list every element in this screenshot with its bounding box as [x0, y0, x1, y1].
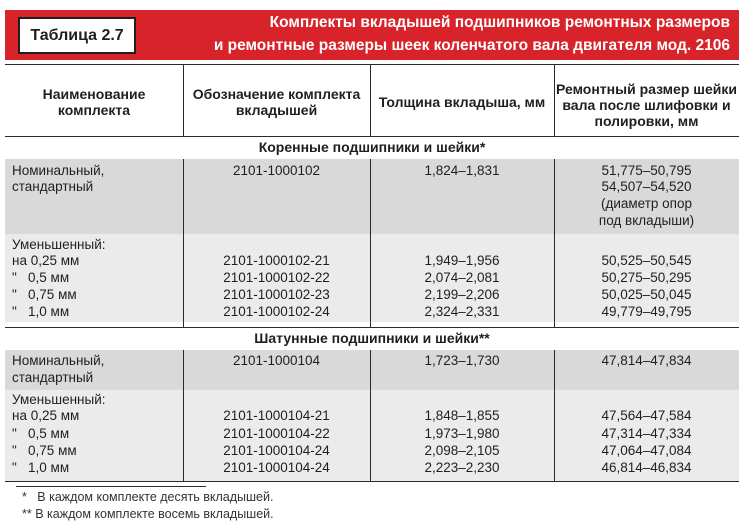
- main-nominal-name-1: Номинальный,: [12, 163, 105, 178]
- row-thickness: 1,848–1,855: [424, 408, 500, 423]
- rod-nominal-name-1: Номинальный,: [12, 353, 105, 368]
- table-title: [160, 11, 730, 57]
- column-divider: [183, 350, 184, 481]
- main-nominal-repair-3: (диаметр опор: [600, 196, 693, 211]
- footnote-divider: [16, 486, 206, 487]
- row-code: 2101-1000104-21: [223, 408, 330, 423]
- row-repair: 50,275–50,295: [601, 270, 692, 285]
- row-thickness: 2,324–2,331: [424, 304, 500, 319]
- row-name: " 0,5 мм: [12, 270, 70, 285]
- footnote-1: * В каждом комплекте десять вкладышей.: [22, 490, 274, 504]
- row-repair: 47,564–47,584: [601, 408, 692, 423]
- column-divider: [554, 159, 555, 327]
- main-reduced-label: Уменьшенный:: [12, 237, 106, 252]
- column-divider: [370, 159, 371, 327]
- row-repair: 50,025–50,045: [601, 287, 692, 302]
- column-divider: [370, 350, 371, 481]
- table-header: [5, 69, 739, 135]
- column-divider: [554, 350, 555, 481]
- row-repair: 46,814–46,834: [601, 460, 692, 475]
- title-line-1: Комплекты вкладышей подшипников ремонтных размеров: [269, 14, 730, 31]
- row-repair: 50,525–50,545: [601, 253, 692, 268]
- row-name: " 0,5 мм: [12, 426, 70, 441]
- row-code: 2101-1000102-22: [223, 270, 330, 285]
- row-name: " 0,75 мм: [12, 287, 77, 302]
- title-line-2: и ремонтные размеры шеек коленчатого вала двигателя мод. 2106: [213, 37, 730, 54]
- row-name: " 1,0 мм: [12, 304, 70, 319]
- main-nominal-name-2: стандартный: [12, 179, 94, 194]
- main-nominal-repair-1: 51,775–50,795: [601, 163, 692, 178]
- row-code: 2101-1000102-21: [223, 253, 330, 268]
- row-name: " 0,75 мм: [12, 443, 77, 458]
- row-name: на 0,25 мм: [12, 253, 80, 268]
- section-main-bearings: Коренные подшипники и шейки*: [5, 136, 739, 160]
- row-code: 2101-1000104-24: [223, 460, 330, 475]
- row-repair: 49,779–49,795: [601, 304, 692, 319]
- column-divider: [554, 65, 555, 136]
- main-nominal-repair-4: под вкладыши): [598, 213, 695, 228]
- row-thickness: 2,098–2,105: [424, 443, 500, 458]
- row-thickness: 2,199–2,206: [424, 287, 500, 302]
- row-code: 2101-1000104-24: [223, 443, 330, 458]
- header-repair-size: Ремонтный размер шейки вала после шлифовки и полировки, мм: [556, 81, 737, 129]
- row-thickness: 2,074–2,081: [424, 270, 500, 285]
- row-code: 2101-1000104-22: [223, 426, 330, 441]
- row-code: 2101-1000102-24: [223, 304, 330, 319]
- row-thickness: 1,973–1,980: [424, 426, 500, 441]
- section-rod-bearings: Шатунные подшипники и шейки**: [5, 327, 739, 351]
- rod-nominal-name-2: стандартный: [12, 370, 94, 385]
- main-nominal-code: 2101-1000102: [232, 163, 321, 178]
- table-number-badge: Таблица 2.7: [18, 17, 136, 54]
- header-thickness: Толщина вкладыша, мм: [378, 94, 546, 110]
- row-code: 2101-1000102-23: [223, 287, 330, 302]
- main-nominal-repair-2: 54,507–54,520: [601, 179, 692, 194]
- row-name: " 1,0 мм: [12, 460, 70, 475]
- row-repair: 47,064–47,084: [601, 443, 692, 458]
- column-divider: [370, 65, 371, 136]
- row-name: на 0,25 мм: [12, 408, 80, 423]
- rod-nominal-code: 2101-1000104: [232, 353, 321, 368]
- row-repair: 47,314–47,334: [601, 426, 692, 441]
- rod-nominal-repair: 47,814–47,834: [601, 353, 692, 368]
- footnote-2: ** В каждом комплекте восемь вкладышей.: [22, 507, 274, 521]
- rod-reduced-label: Уменьшенный:: [12, 392, 106, 407]
- header-kit-code: Обозначение комплекта вкладышей: [192, 86, 361, 118]
- bearing-table: [5, 64, 739, 482]
- column-divider: [183, 159, 184, 327]
- header-kit-name: Наименование комплекта: [42, 86, 146, 118]
- main-nominal-thickness: 1,824–1,831: [424, 163, 500, 178]
- rod-nominal-thickness: 1,723–1,730: [424, 353, 500, 368]
- row-thickness: 2,223–2,230: [424, 460, 500, 475]
- row-thickness: 1,949–1,956: [424, 253, 500, 268]
- column-divider: [183, 65, 184, 136]
